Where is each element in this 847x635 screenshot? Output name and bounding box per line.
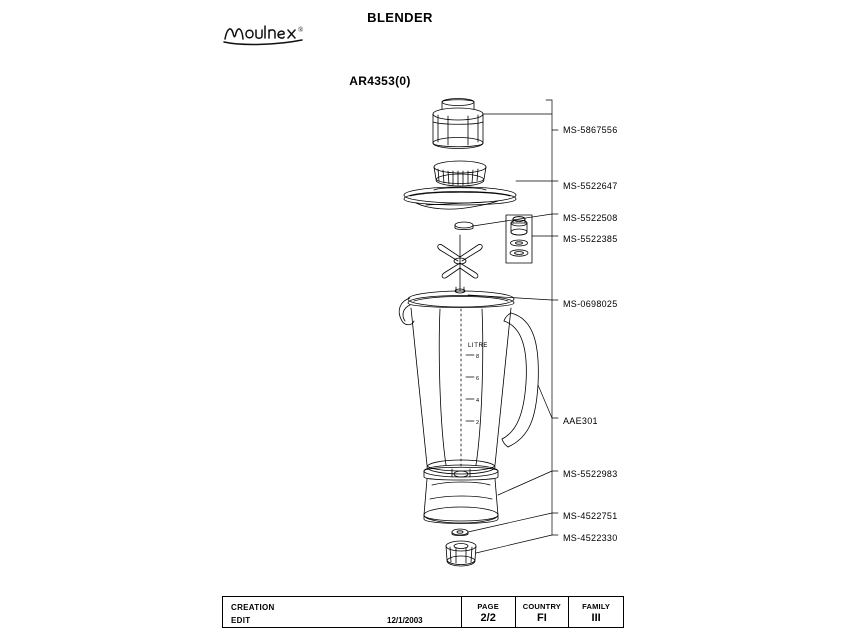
part-callout: MS-5522983: [563, 469, 618, 479]
part-callout: AAE301: [563, 416, 598, 426]
revision-cell: [223, 597, 462, 627]
family-cell: [569, 597, 623, 627]
svg-text:2: 2: [476, 420, 480, 426]
part-callout: MS-0698025: [563, 299, 618, 309]
page-value: 2/2: [480, 612, 496, 624]
svg-text:8: 8: [476, 354, 480, 360]
country-value: FI: [537, 612, 547, 624]
part-callout: MS-5522647: [563, 181, 618, 191]
creation-label: CREATION: [231, 603, 275, 612]
family-label: FAMILY: [582, 602, 611, 611]
family-value: III: [591, 612, 601, 624]
svg-text:4: 4: [476, 398, 480, 404]
svg-text:LITRE: LITRE: [468, 343, 489, 349]
edit-label: EDIT: [231, 616, 251, 625]
part-callout: MS-5867556: [563, 125, 618, 135]
page-label: PAGE: [477, 602, 499, 611]
svg-text:6: 6: [476, 376, 480, 382]
part-callout: MS-5522385: [563, 234, 618, 244]
svg-text:®: ®: [298, 26, 304, 34]
edit-date: 12/1/2003: [387, 616, 423, 625]
part-callout: MS-4522751: [563, 511, 618, 521]
page-title: BLENDER: [367, 10, 433, 25]
part-callout: MS-4522330: [563, 533, 618, 543]
country-cell: [516, 597, 570, 627]
part-callout: MS-5522508: [563, 213, 618, 223]
model-number: AR4353(0): [349, 74, 411, 88]
title-block: [222, 596, 624, 628]
page-cell: [462, 597, 516, 627]
country-label: COUNTRY: [522, 602, 561, 611]
